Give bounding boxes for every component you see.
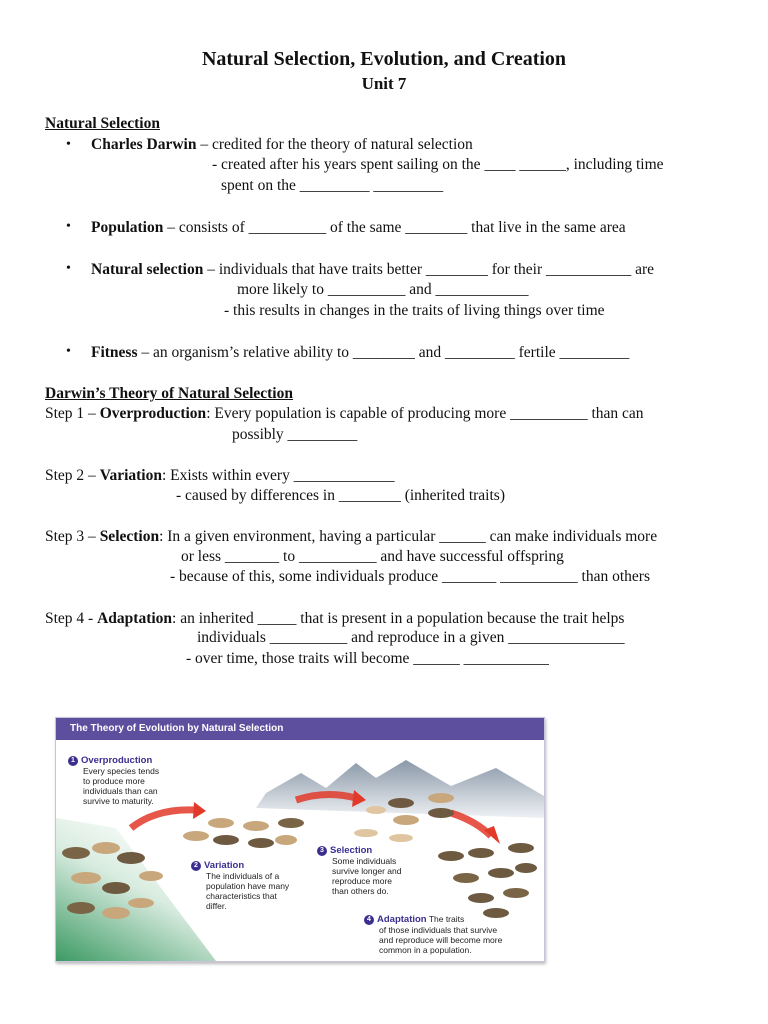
step-3-line-2: or less _______ to __________ and have successful offspring [181,548,564,565]
caption-text: The traits [426,914,465,924]
mountains [256,760,544,818]
step-4-line-2: individuals __________ and reproduce in a given _______________ [197,629,625,646]
step-1-line [45,405,644,423]
page-subtitle: Unit 7 [361,74,407,93]
arrow-1-head [193,802,206,819]
step-label: Step 4 - [45,610,98,627]
natural-selection-line [91,261,654,279]
bullet-icon: • [66,137,71,152]
text: : Every population is capable of producing more __________ than can [206,405,644,422]
caption-text: of those individuals that survive and reproduce will become more common in a population. [379,925,503,955]
text: – an organism’s relative ability to ________ and _________ fertile _________ [137,344,630,361]
text: – credited for the theory of natural selection [196,136,473,153]
herd-2 [183,818,304,848]
selection-caption [317,845,401,896]
darwin-line [91,136,473,154]
caption-heading: Overproduction [81,755,153,766]
term: Variation [99,467,162,484]
step-number-badge: 3 [317,846,327,856]
text: : Exists within every _____________ [161,467,395,484]
step-2-line-2: - caused by differences in ________ (inherited traits) [176,487,505,504]
caption-heading: Adaptation [377,914,427,925]
figure-title: The Theory of Evolution by Natural Selection [56,718,544,740]
caption-heading: Variation [204,860,245,871]
step-label: Step 2 – [45,467,100,484]
bullet-icon: • [66,219,71,234]
term: Fitness [91,344,138,361]
herd-4 [438,843,537,918]
caption-text: Every species tends to produce more individuals than can survive to maturity. [83,766,160,806]
step-4-line-3: - over time, those traits will become ______ ___________ [186,650,549,667]
term: Population [91,219,164,236]
step-label: Step 3 – [45,528,100,545]
step-3-line-3: - because of this, some individuals produce _______ __________ than others [170,568,650,585]
term: Overproduction [99,405,207,422]
arrow-1 [131,810,196,828]
text: : an inherited _____ that is present in a population because the trait helps [172,610,625,627]
darwin-line-3: spent on the _________ _________ [221,177,444,194]
natural-selection-line-3: - this results in changes in the traits of living things over time [224,302,605,319]
step-number-badge: 2 [191,861,201,871]
text: – consists of __________ of the same ________ that live in the same area [163,219,626,236]
adaptation-caption [364,914,502,955]
caption-text: The individuals of a population have many characteristics that differ. [206,871,290,911]
section-heading-natural-selection: Natural Selection [45,115,160,132]
step-2-line [45,467,394,485]
fitness-line [91,344,629,362]
step-number-badge: 4 [364,915,374,925]
caption-text: Some individuals survive longer and reproduce more than others do. [332,856,402,896]
step-4-line [45,610,624,628]
bullet-icon: • [66,261,71,276]
text: : In a given environment, having a particular ______ can make individuals more [159,528,658,545]
term: Charles Darwin [91,136,197,153]
arrow-3 [451,813,491,836]
page-title: Natural Selection, Evolution, and Creation [201,48,567,70]
darwin-line-2: - created after his years spent sailing on the ____ ______, including time [212,156,664,173]
step-number-badge: 1 [68,756,78,766]
evolution-figure [55,717,545,962]
section-heading-darwins-theory: Darwin’s Theory of Natural Selection [45,385,293,402]
caption-heading: Selection [330,845,373,856]
natural-selection-line-2: more likely to __________ and ____________ [237,281,529,298]
text: – individuals that have traits better ________ for their ___________ are [203,261,655,278]
bullet-icon: • [66,344,71,359]
term: Selection [99,528,160,545]
step-label: Step 1 – [45,405,100,422]
step-1-line-2: possibly _________ [232,426,358,443]
step-3-line [45,528,657,546]
term: Adaptation [97,610,173,627]
term: Natural selection [91,261,204,278]
population-line [91,219,626,237]
overproduction-caption [68,755,159,806]
variation-caption [191,860,289,911]
